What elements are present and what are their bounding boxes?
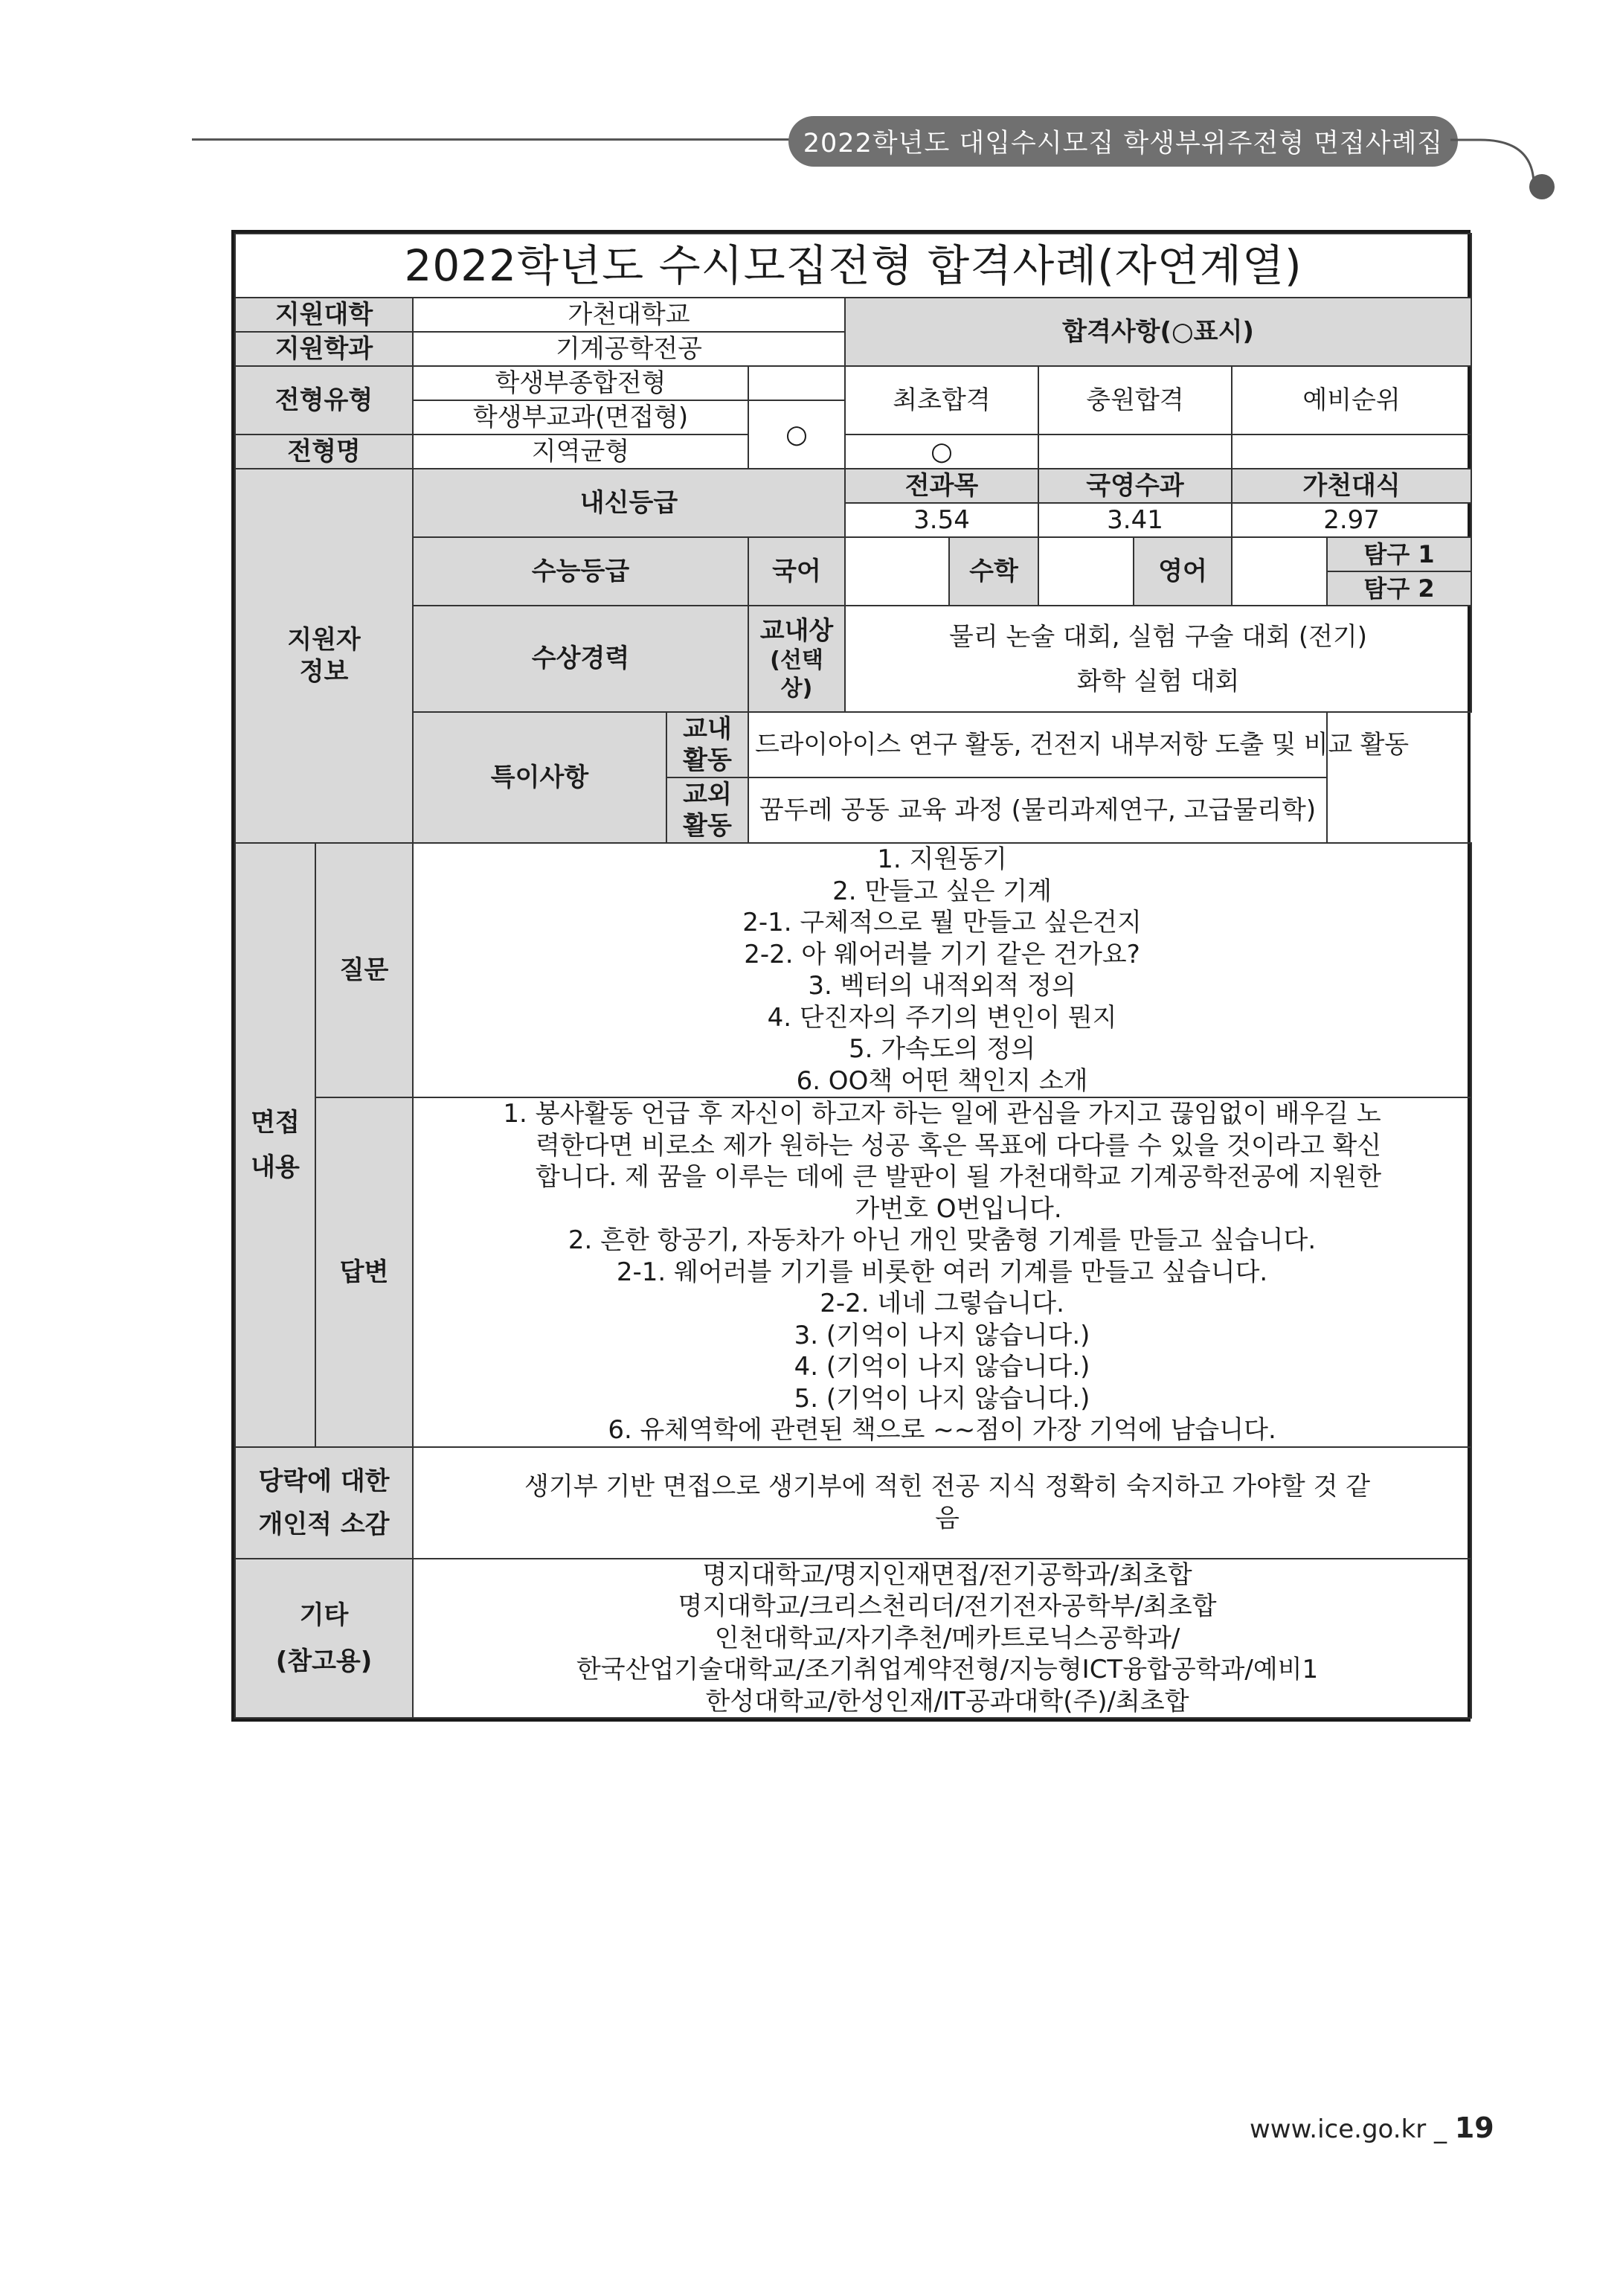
admission-name-value: 지역균형	[413, 434, 748, 469]
waitlist-label: 예비순위	[1232, 366, 1471, 434]
question-item: 2. 만들고 싶은 기계	[832, 876, 1052, 906]
question-item: 6. OO책 어떤 책인지 소개	[796, 1065, 1088, 1096]
etc-item: 한성대학교/한성인재/IT공과대학(주)/최초합	[705, 1686, 1189, 1716]
additional-pass-label: 충원합격	[1038, 366, 1232, 434]
answer-item: 2-2. 네네 그렇습니다.	[820, 1289, 1064, 1318]
english-label: 영어	[1134, 537, 1232, 606]
answer-item: 2-1. 웨어러블 기기를 비롯한 여러 기계를 만들고 싶습니다.	[616, 1257, 1268, 1287]
inquiry2-label: 탐구 2	[1327, 571, 1471, 606]
footer-site: www.ice.go.kr _	[1250, 2114, 1455, 2144]
award-line: 물리 논술 대회, 실험 구술 대회 (전기)	[949, 621, 1368, 652]
impression-line: 생기부 기반 면접으로 생기부에 적힌 전공 지식 정확히 숙지하고 가야할 것 같	[524, 1472, 1371, 1501]
header-dot	[1529, 174, 1555, 199]
admission-type-1: 학생부종합전형	[413, 366, 748, 400]
question-item: 2-1. 구체적으로 뭘 만들고 싶은건지	[742, 908, 1142, 937]
answer-item: 2. 흔한 항공기, 자동차가 아닌 개인 맞춤형 기계를 만들고 싶습니다.	[568, 1225, 1317, 1255]
selective-award-note: (선택상)	[770, 647, 823, 702]
in-school-award-label	[748, 606, 845, 712]
kemc-label: 국영수과	[1038, 469, 1232, 503]
award-line: 화학 실험 대회	[1076, 666, 1240, 696]
korean-value	[845, 537, 949, 606]
in-activity-label: 교내활동	[666, 712, 748, 777]
etc-item: 한국산업기술대학교/조기취업계약전형/지능형ICT융합공학과/예비1	[576, 1655, 1319, 1684]
interview-label: 면접 내용	[235, 843, 315, 1447]
university-label: 지원대학	[235, 298, 413, 332]
answer-item: 합니다. 제 꿈을 이루는 데에 큰 발판이 될 가천대학교 기계공학전공에 지원한	[536, 1162, 1382, 1192]
math-value	[1038, 537, 1134, 606]
kemc-value: 3.41	[1038, 503, 1232, 537]
etc-list	[413, 1559, 1471, 1719]
out-activity-value: 꿈두레 공동 교육 과정 (물리과제연구, 고급물리학)	[748, 777, 1327, 843]
header-curve	[1450, 138, 1540, 189]
etc-item: 인천대학교/자기추천/메카트로닉스공학과/	[714, 1623, 1180, 1653]
first-pass-label: 최초합격	[845, 366, 1038, 434]
question-item: 2-2. 아 웨어러블 기기 같은 건가요?	[744, 939, 1140, 969]
all-subjects-label: 전과목	[845, 469, 1038, 503]
admission-name-label: 전형명	[235, 434, 413, 469]
etc-item: 명지대학교/명지인재면접/전기공학과/최초합	[702, 1559, 1192, 1590]
etc-item: 명지대학교/크리스천리더/전기전자공학부/최초합	[678, 1591, 1217, 1621]
suneung-label: 수능등급	[413, 537, 748, 606]
korean-label: 국어	[748, 537, 845, 606]
impression-line: 음	[935, 1503, 960, 1533]
awards-value	[845, 606, 1471, 712]
answer-item: 가번호 O번입니다.	[855, 1193, 1062, 1224]
answer-item: 3. (기억이 나지 않습니다.)	[794, 1320, 1090, 1350]
answer-label: 답변	[315, 1097, 413, 1447]
impression-label: 당락에 대한 개인적 소감	[235, 1447, 413, 1559]
question-item: 1. 지원동기	[877, 844, 1007, 874]
admission-case-table	[231, 230, 1471, 1722]
questions-list	[413, 843, 1471, 1097]
page-title: 2022학년도 수시모집전형 합격사례(자연계열)	[235, 234, 1471, 298]
math-label: 수학	[949, 537, 1038, 606]
in-activity-value: 드라이아이스 연구 활동, 건전지 내부저항 도출 및 비교 활동	[748, 712, 1327, 777]
answers-list	[413, 1097, 1471, 1447]
university-value: 가천대학교	[413, 298, 845, 332]
impression-value	[413, 1447, 1471, 1559]
english-value	[1232, 537, 1327, 606]
admission-type-2: 학생부교과(면접형)	[413, 400, 748, 434]
admission-type-2-mark: ○	[748, 400, 845, 469]
inquiry1-label: 탐구 1	[1327, 537, 1471, 571]
special-notes-label: 특이사항	[413, 712, 666, 843]
additional-pass-mark	[1038, 434, 1232, 469]
applicant-info-label: 지원자 정보	[235, 469, 413, 843]
question-item: 3. 벡터의 내적외적 정의	[808, 971, 1076, 1001]
waitlist-mark	[1232, 434, 1471, 469]
question-item: 5. 가속도의 정의	[848, 1034, 1036, 1064]
question-label: 질문	[315, 843, 413, 1097]
answer-item: 4. (기억이 나지 않습니다.)	[794, 1352, 1090, 1382]
in-school-award-title: 교내상	[759, 615, 834, 646]
page-number: 19	[1454, 2111, 1494, 2144]
admission-type-1-mark	[748, 366, 845, 400]
first-pass-mark: ○	[845, 434, 1038, 469]
department-value: 기계공학전공	[413, 332, 845, 366]
gachon-formula-label: 가천대식	[1232, 469, 1471, 503]
admission-type-label: 전형유형	[235, 366, 413, 434]
answer-item: 1. 봉사활동 언급 후 자신이 하고자 하는 일에 관심을 가지고 끊임없이 배우길 노	[503, 1099, 1381, 1129]
question-item: 4. 단진자의 주기의 변인이 뭔지	[767, 1002, 1117, 1033]
result-header: 합격사항(○표시)	[845, 298, 1471, 366]
all-subjects-value: 3.54	[845, 503, 1038, 537]
department-label: 지원학과	[235, 332, 413, 366]
awards-label: 수상경력	[413, 606, 748, 712]
header-rule	[192, 138, 802, 141]
running-title: 2022학년도 대입수시모집 학생부위주전형 면접사례집	[788, 116, 1458, 167]
out-activity-label: 교외활동	[666, 777, 748, 843]
etc-label: 기타 (참고용)	[235, 1559, 413, 1719]
answer-item: 6. 유체역학에 관련된 책으로 ~~점이 가장 기억에 남습니다.	[608, 1415, 1276, 1445]
answer-item: 5. (기억이 나지 않습니다.)	[794, 1383, 1090, 1414]
gachon-formula-value: 2.97	[1232, 503, 1471, 537]
gpa-label: 내신등급	[413, 469, 845, 537]
page-footer	[1250, 2111, 1494, 2144]
answer-item: 력한다면 비로소 제가 원하는 성공 혹은 목표에 다다를 수 있을 것이라고 확신	[536, 1130, 1382, 1161]
